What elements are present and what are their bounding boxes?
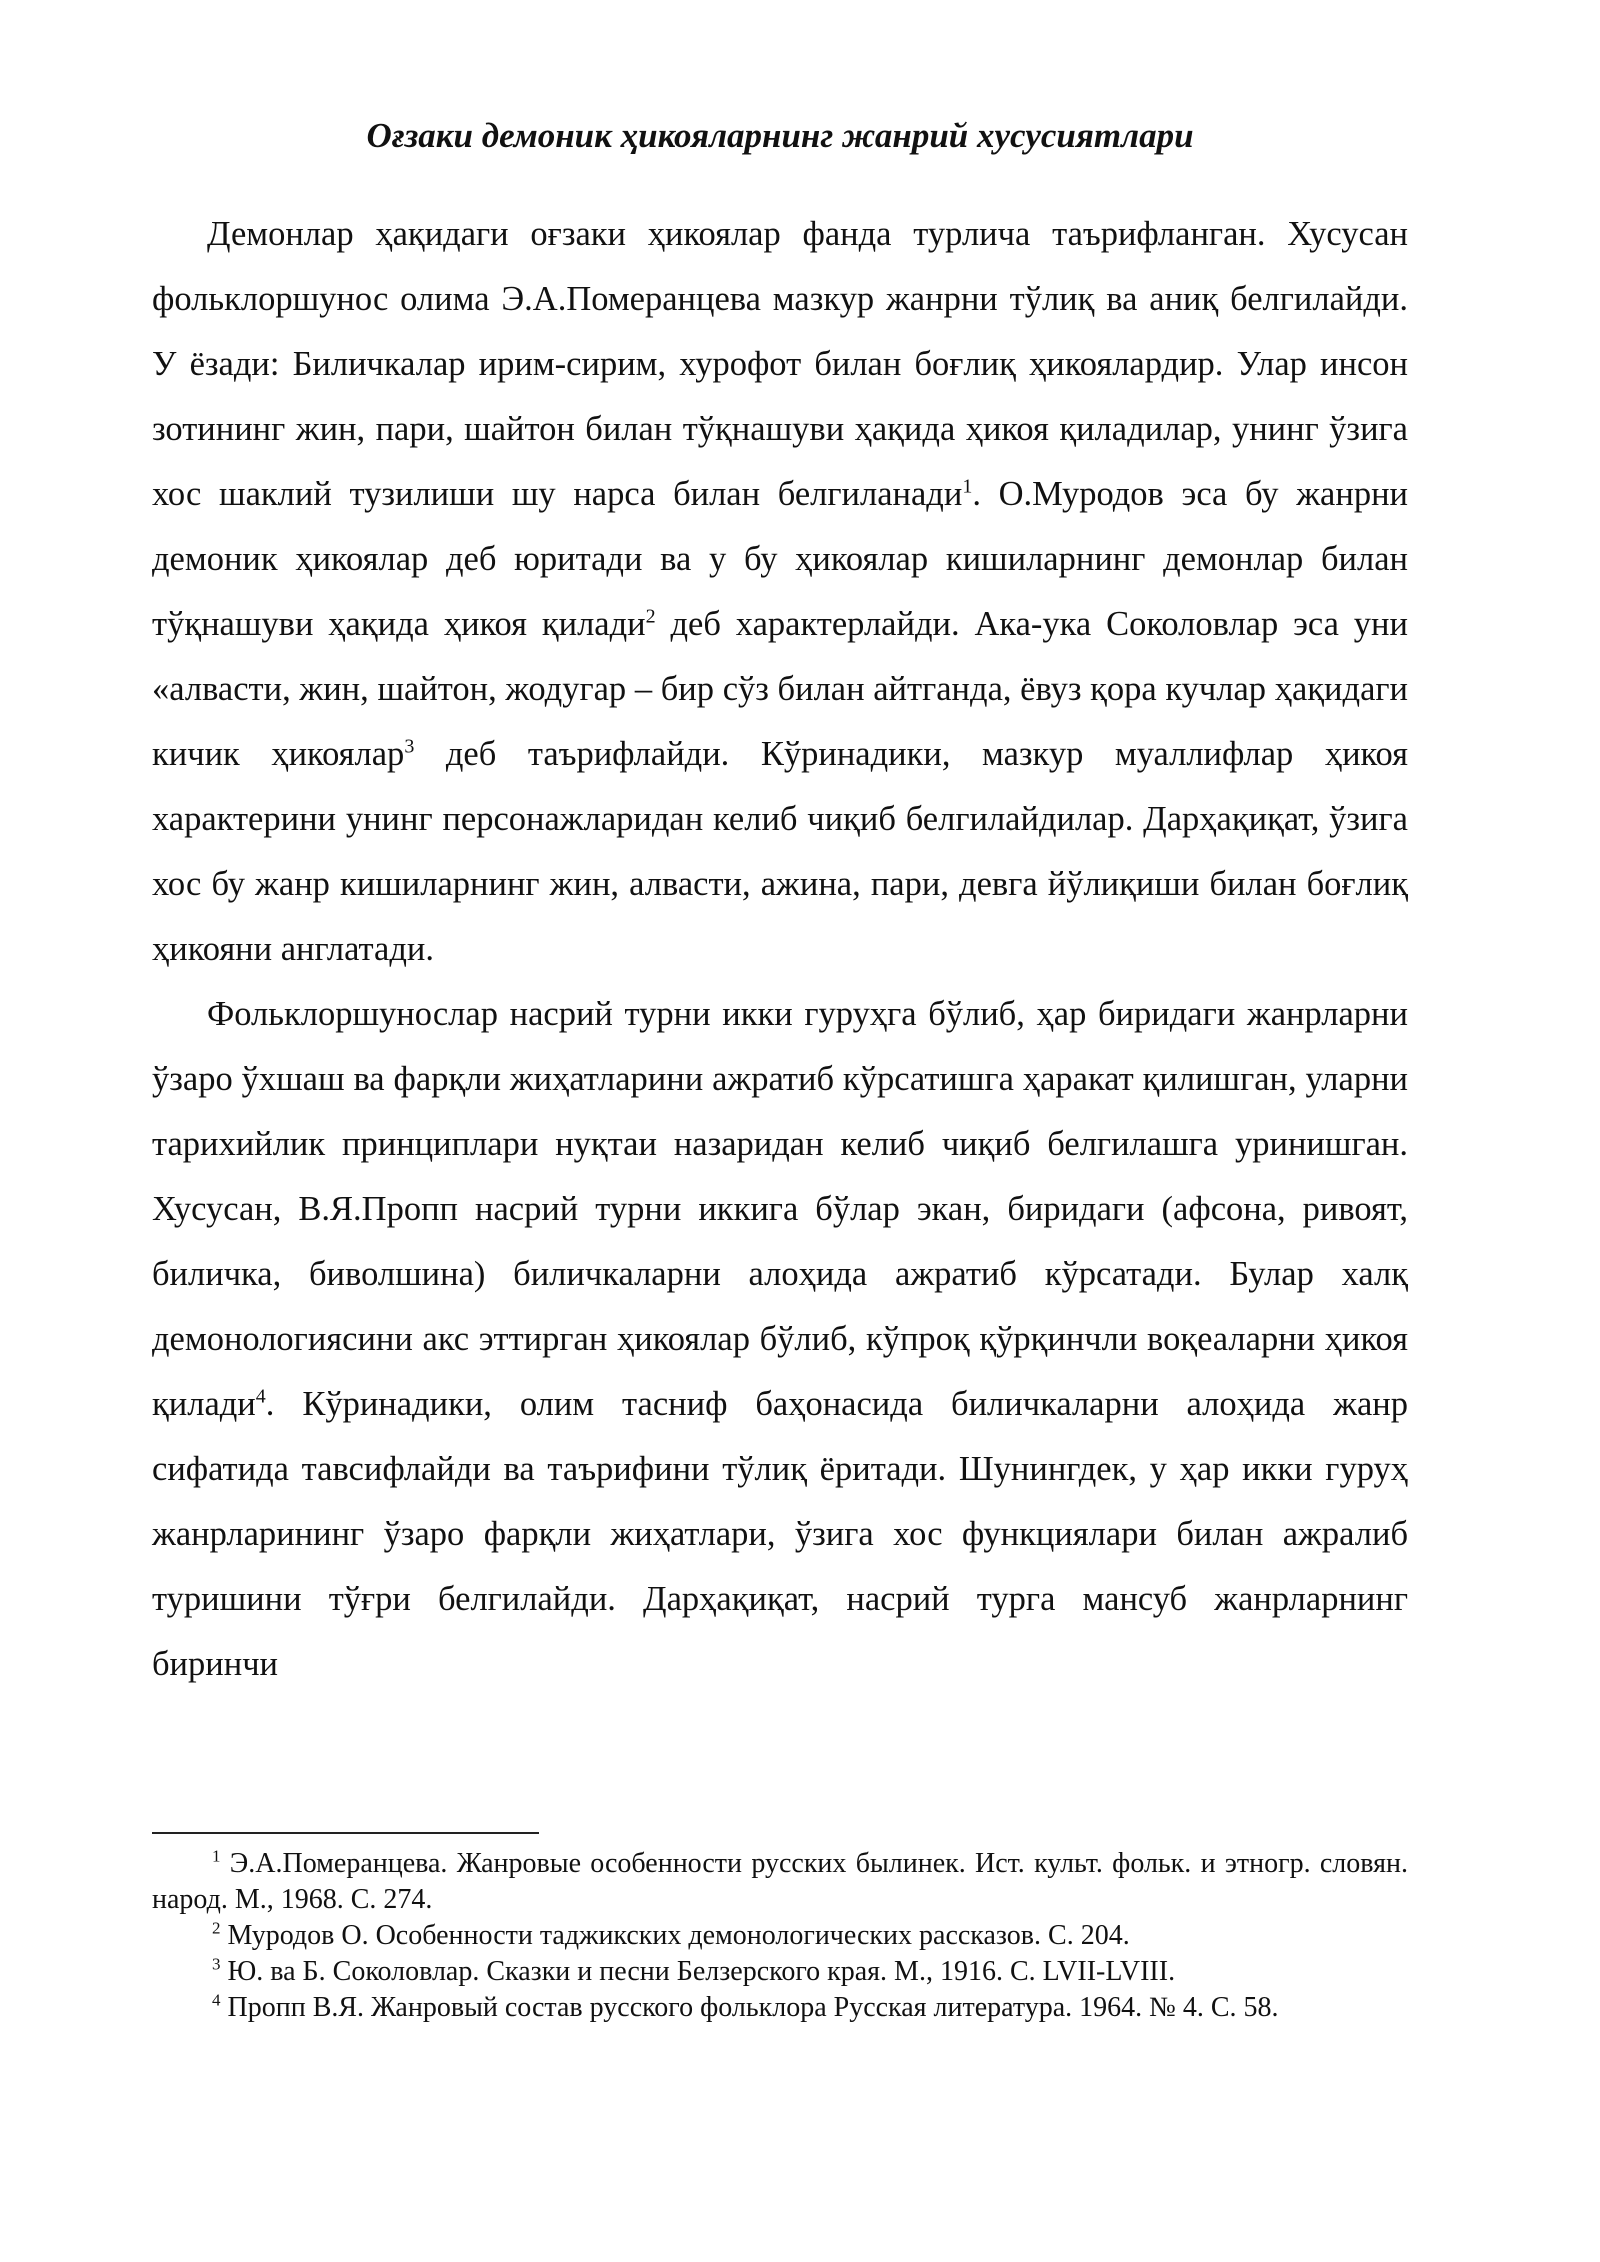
paragraph-1-text-2: . О.Муродов эса бу жанрни демоник ҳикоялар деб юритади ва у бу ҳикоялар кишиларнинг демонлар билан тўқнашуви ҳақида ҳикоя қилади: [152, 475, 1408, 643]
footnote-4: [152, 1990, 1408, 2026]
footnote-3: [152, 1954, 1408, 1990]
footnote-mark-2: 2: [212, 1918, 221, 1938]
footnote-ref-4: 4: [255, 1385, 266, 1408]
footnote-ref-2: 2: [645, 605, 656, 628]
footnote-ref-3: 3: [404, 735, 415, 758]
footnote-text-1: Э.А.Померанцева. Жанровые особенности русских былинек. Ист. культ. фольк. и этногр. словян. народ. М., 1968. С. 274.: [152, 1848, 1408, 1915]
footnote-mark-3: 3: [212, 1954, 221, 1974]
paragraph-2-text-1: Фольклоршунослар насрий турни икки гуруҳга бўлиб, ҳар биридаги жанрларни ўзаро ўхшаш ва фарқли жиҳатларини ажратиб кўрсатишга ҳаракат қилишган, уларни тарихийлик принциплари нуқтаи назаридан келиб чиқиб белгилашга уринишган. Хусусан, В.Я.Пропп насрий турни иккига бўлар экан, биридаги (афсона, ривоят, биличка, биволшина) биличкаларни алоҳида ажратиб кўрсатади. Булар халқ демонологиясини акс эттирган ҳикоялар бўлиб, кўпроқ қўрқинчли воқеаларни ҳикоя қилади: [152, 995, 1408, 1423]
footnote-mark-4: 4: [212, 1990, 221, 2010]
main-text: [152, 202, 1408, 1697]
footnote-separator: [152, 1832, 539, 1834]
footnote-1: [152, 1846, 1408, 1918]
footnote-text-2: Муродов О. Особенности таджикских демонологических рассказов. С. 204.: [220, 1920, 1130, 1951]
page-title: Оғзаки демоник ҳикояларнинг жанрий хусусиятлари: [366, 116, 1194, 155]
paragraph-2-text-2: . Кўринадики, олим тасниф баҳонасида биличкаларни алоҳида жанр сифатида тавсифлайди ва таърифини тўлиқ ёритади. Шунингдек, у ҳар икки гуруҳ жанрларининг ўзаро фарқли жиҳатлари, ўзига хос функциялари билан ажралиб туришини тўғри белгилайди. Дарҳақиқат, насрий турга мансуб жанрларнинг биринчи: [152, 1385, 1408, 1683]
footnote-text-4: Пропп В.Я. Жанровый состав русского фольклора Русская литература. 1964. № 4. С. 58.: [220, 1992, 1279, 2023]
paragraph-1-text-1: Демонлар ҳақидаги оғзаки ҳикоялар фанда турлича таърифланган. Хусусан фольклоршунос олима Э.А.Померанцева мазкур жанрни тўлиқ ва аниқ белгилайди. У ёзади: Биличкалар ирим-сирим, хурофот билан боғлиқ ҳикоялардир. Улар инсон зотининг жин, пари, шайтон билан тўқнашуви ҳақида ҳикоя қиладилар, унинг ўзига хос шаклий тузилиши шу нарса билан белгиланади: [152, 215, 1408, 513]
footnote-mark-1: 1: [212, 1846, 221, 1866]
footnote-2: [152, 1918, 1408, 1954]
footnotes: [152, 1846, 1408, 2026]
paragraph-1: [152, 202, 1408, 982]
paragraph-1-text-3: деб характерлайди. Ака-ука Соколовлар эса уни «алвасти, жин, шайтон, жодугар – бир сўз билан айтганда, ёвуз қора кучлар ҳақидаги кичик ҳикоялар: [152, 605, 1408, 773]
paragraph-1-text-4: деб таърифлайди. Кўринадики, мазкур муаллифлар ҳикоя характерини унинг персонажларидан келиб чиқиб белгилайдилар. Дарҳақиқат, ўзига хос бу жанр кишиларнинг жин, алвасти, ажина, пари, девга йўлиқиши билан боғлиқ ҳикояни англатади.: [152, 735, 1408, 968]
paragraph-2: [152, 982, 1408, 1697]
footnote-ref-1: 1: [962, 475, 973, 498]
footnote-text-3: Ю. ва Б. Соколовлар. Сказки и песни Белзерского края. М., 1916. С. LVII-LVIII.: [220, 1956, 1176, 1987]
